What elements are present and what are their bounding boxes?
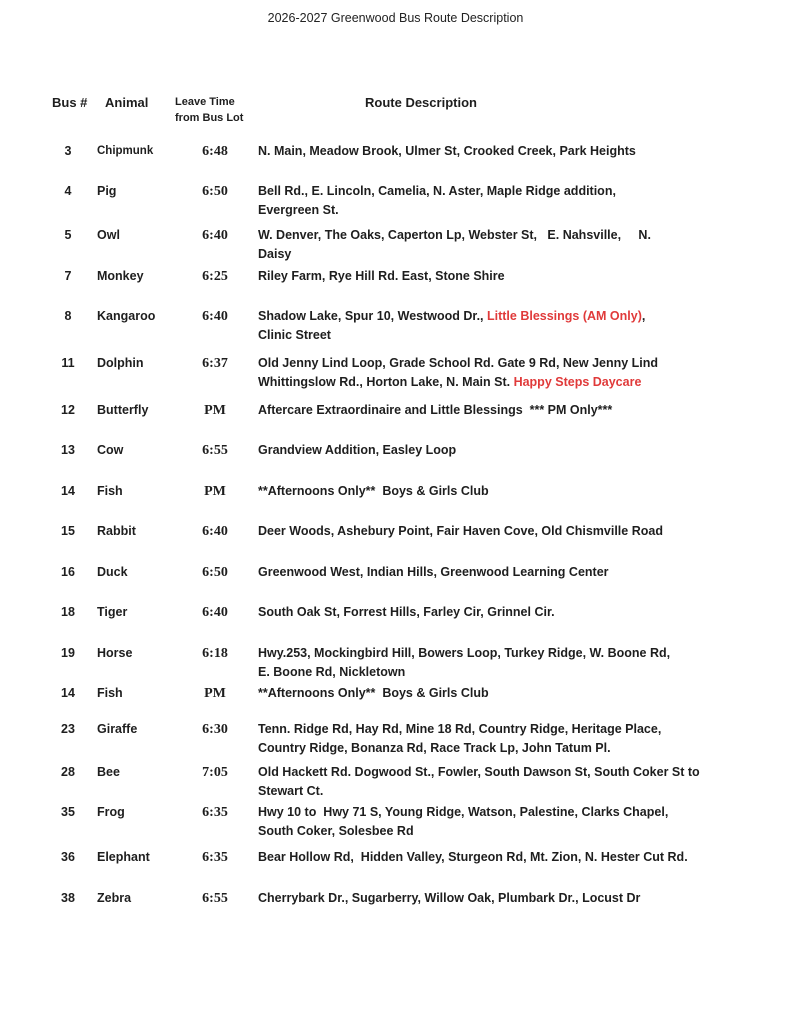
- bus-number: 14: [61, 686, 75, 700]
- bus-number: 18: [61, 605, 75, 619]
- leave-time: 6:40: [202, 309, 228, 324]
- bus-number: 7: [64, 269, 72, 283]
- route-line: E. Boone Rd, Nickletown: [258, 665, 406, 679]
- animal-name: Zebra: [97, 891, 132, 905]
- route-highlight: Happy Steps Daycare: [513, 375, 642, 389]
- animal-name: Cow: [97, 443, 124, 457]
- route-description: [258, 563, 728, 582]
- leave-time: PM: [204, 484, 226, 499]
- route-line: Evergreen St.: [258, 203, 339, 217]
- bus-number: 28: [61, 765, 75, 779]
- bus-number: 36: [61, 850, 75, 864]
- leave-time: 6:50: [202, 565, 228, 580]
- leave-time: 6:40: [202, 524, 228, 539]
- animal-name: Chipmunk: [97, 145, 154, 157]
- bus-number: 23: [61, 722, 75, 736]
- route-line: South Oak St, Forrest Hills, Farley Cir, Grinnel Cir.: [258, 605, 555, 619]
- route-line: Old Jenny Lind Loop, Grade School Rd. Gate 9 Rd, New Jenny Lind: [258, 356, 659, 370]
- route-description: [258, 803, 728, 841]
- bus-number: 3: [64, 144, 72, 158]
- animal-name: Owl: [97, 228, 120, 242]
- route-description: [258, 441, 728, 460]
- bus-number: 13: [61, 443, 75, 457]
- route-line: Stewart Ct.: [258, 784, 324, 798]
- page-title: 2026-2027 Greenwood Bus Route Description: [267, 11, 524, 25]
- leave-time: 6:50: [202, 184, 228, 199]
- leave-time: 6:35: [202, 805, 228, 820]
- header-bus-number: Bus #: [52, 95, 88, 110]
- route-highlight: Little Blessings (AM Only): [487, 309, 642, 323]
- route-text: Shadow Lake, Spur 10, Westwood Dr.,: [258, 309, 487, 323]
- route-description: [258, 307, 728, 345]
- route-description: [258, 401, 728, 420]
- animal-name: Butterfly: [97, 403, 149, 417]
- leave-time: 6:35: [202, 850, 228, 865]
- route-description: [258, 267, 728, 286]
- route-line: Hwy 10 to Hwy 71 S, Young Ridge, Watson, Palestine, Clarks Chapel,: [258, 805, 669, 819]
- animal-name: Elephant: [97, 850, 150, 864]
- route-description: [258, 522, 728, 541]
- route-description: [258, 142, 728, 161]
- route-line: South Coker, Solesbee Rd: [258, 824, 414, 838]
- route-line: **Afternoons Only** Boys & Girls Club: [258, 484, 489, 498]
- bus-number: 11: [61, 356, 75, 370]
- header-leave-time-line2: from Bus Lot: [175, 112, 244, 124]
- animal-name: Pig: [97, 184, 117, 198]
- leave-time: 6:40: [202, 228, 228, 243]
- route-line: Bell Rd., E. Lincoln, Camelia, N. Aster, Maple Ridge addition,: [258, 184, 616, 198]
- animal-name: Horse: [97, 646, 133, 660]
- bus-number: 38: [61, 891, 75, 905]
- header-route-description: Route Description: [365, 95, 477, 110]
- leave-time: 6:25: [202, 269, 228, 284]
- leave-time: 6:18: [202, 646, 228, 661]
- route-line: Deer Woods, Ashebury Point, Fair Haven Cove, Old Chismville Road: [258, 524, 663, 538]
- animal-name: Kangaroo: [97, 309, 156, 323]
- leave-time: 6:55: [202, 443, 228, 458]
- animal-name: Giraffe: [97, 722, 138, 736]
- route-text: ,: [641, 309, 646, 323]
- route-line: Riley Farm, Rye Hill Rd. East, Stone Shire: [258, 269, 505, 283]
- animal-name: Frog: [97, 805, 125, 819]
- route-description: [258, 182, 728, 220]
- route-description: [258, 226, 728, 264]
- route-line: Cherrybark Dr., Sugarberry, Willow Oak, Plumbark Dr., Locust Dr: [258, 891, 641, 905]
- animal-name: Fish: [97, 484, 123, 498]
- bus-number: 14: [61, 484, 75, 498]
- bus-number: 35: [61, 805, 75, 819]
- route-description: [258, 889, 728, 908]
- route-description: [258, 684, 728, 703]
- route-description: [258, 720, 728, 758]
- route-line: [258, 373, 728, 392]
- route-description: [258, 482, 728, 501]
- route-line: Bear Hollow Rd, Hidden Valley, Sturgeon Rd, Mt. Zion, N. Hester Cut Rd.: [258, 850, 688, 864]
- bus-number: 8: [64, 309, 72, 323]
- bus-number: 12: [61, 403, 75, 417]
- route-text: Whittingslow Rd., Horton Lake, N. Main St.: [258, 375, 514, 389]
- route-line: Old Hackett Rd. Dogwood St., Fowler, South Dawson St, South Coker St to: [258, 765, 700, 779]
- bus-number: 5: [64, 228, 72, 242]
- bus-number: 4: [64, 184, 72, 198]
- route-line: [258, 307, 728, 326]
- animal-name: Monkey: [97, 269, 144, 283]
- route-line: Greenwood West, Indian Hills, Greenwood Learning Center: [258, 565, 609, 579]
- route-line: Country Ridge, Bonanza Rd, Race Track Lp, John Tatum Pl.: [258, 741, 611, 755]
- route-description: [258, 603, 728, 622]
- header-leave-time: [175, 94, 243, 126]
- route-description: [258, 644, 728, 682]
- leave-time: 6:37: [202, 356, 228, 371]
- animal-name: Tiger: [97, 605, 128, 619]
- animal-name: Bee: [97, 765, 120, 779]
- animal-name: Duck: [97, 565, 128, 579]
- bus-number: 19: [61, 646, 75, 660]
- leave-time: 7:05: [202, 765, 228, 780]
- route-line: Hwy.253, Mockingbird Hill, Bowers Loop, Turkey Ridge, W. Boone Rd,: [258, 646, 671, 660]
- route-description: [258, 848, 728, 867]
- header-animal: Animal: [105, 95, 149, 110]
- leave-time: PM: [204, 686, 226, 701]
- bus-number: 15: [61, 524, 75, 538]
- route-line: Daisy: [258, 247, 292, 261]
- animal-name: Fish: [97, 686, 123, 700]
- leave-time: 6:48: [202, 144, 228, 159]
- bus-number: 16: [61, 565, 75, 579]
- leave-time: 6:40: [202, 605, 228, 620]
- animal-name: Dolphin: [97, 356, 144, 370]
- route-line: N. Main, Meadow Brook, Ulmer St, Crooked Creek, Park Heights: [258, 144, 636, 158]
- animal-name: Rabbit: [97, 524, 136, 538]
- route-description: [258, 763, 728, 801]
- route-description: [258, 354, 728, 392]
- route-line: Grandview Addition, Easley Loop: [258, 443, 457, 457]
- route-line: Tenn. Ridge Rd, Hay Rd, Mine 18 Rd, Country Ridge, Heritage Place,: [258, 722, 662, 736]
- route-line: Aftercare Extraordinaire and Little Blessings *** PM Only***: [258, 403, 613, 417]
- route-line: Clinic Street: [258, 328, 331, 342]
- route-line: W. Denver, The Oaks, Caperton Lp, Webster St, E. Nahsville, N.: [258, 228, 651, 242]
- route-line: **Afternoons Only** Boys & Girls Club: [258, 686, 489, 700]
- leave-time: 6:55: [202, 891, 228, 906]
- leave-time: 6:30: [202, 722, 228, 737]
- header-leave-time-line1: Leave Time: [175, 96, 235, 108]
- leave-time: PM: [204, 403, 226, 418]
